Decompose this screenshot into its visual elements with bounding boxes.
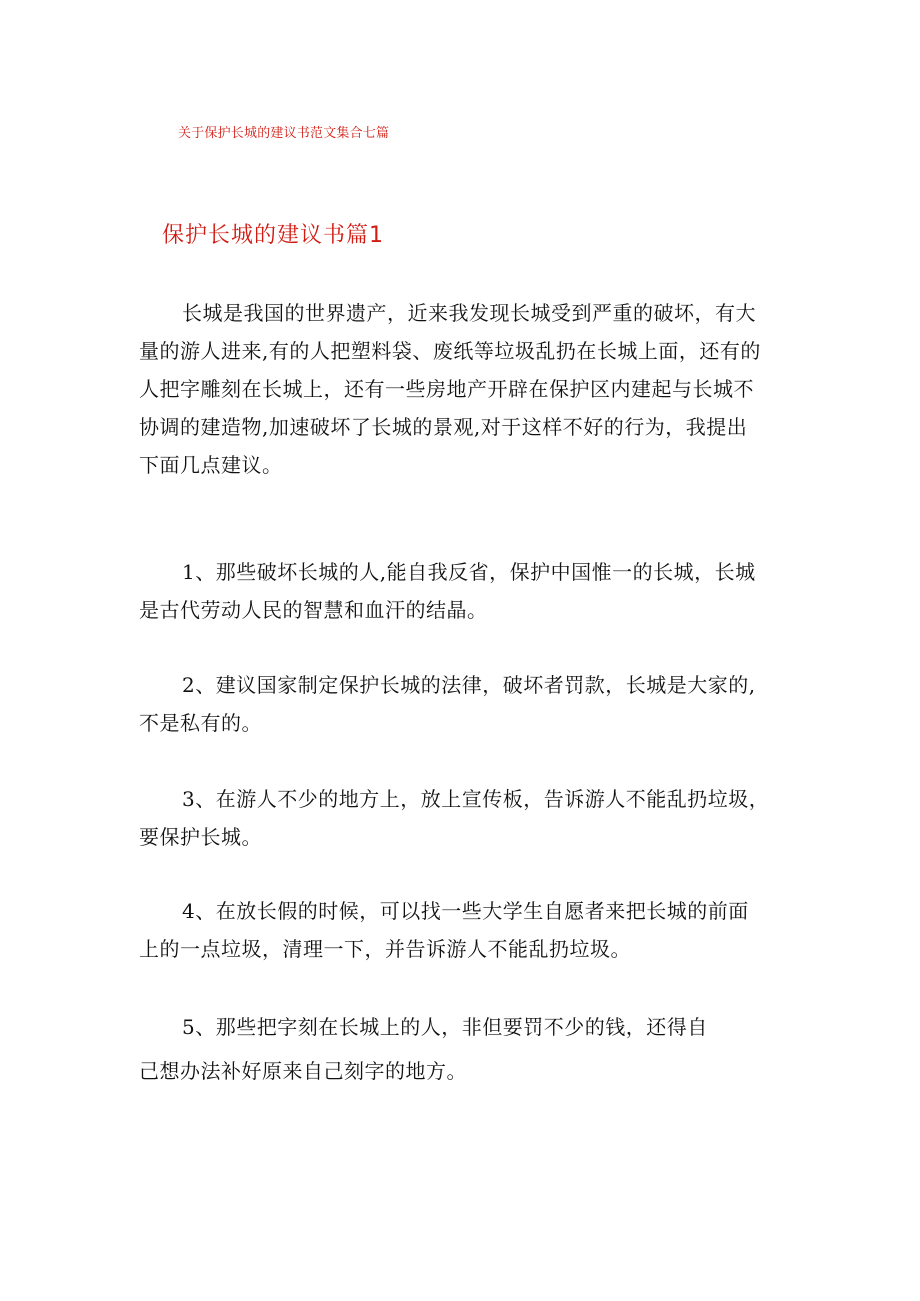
paragraph-line: 3、在游人不少的地方上，放上宣传板，告诉游人不能乱扔垃圾， — [182, 787, 770, 811]
paragraph-line: 是古代劳动人民的智慧和血汗的结晶。 — [139, 598, 488, 622]
paragraph-line: 5、那些把字刻在长城上的人，非但要罚不少的钱，还得自 — [182, 1015, 708, 1039]
paragraph-line: 4、在放长假的时候，可以找一些大学生自愿者来把长城的前面 — [182, 899, 749, 923]
paragraph-line: 长城是我国的世界遗产，近来我发现长城受到严重的破坏，有大 — [182, 301, 756, 325]
paragraph-line: 人把字雕刻在长城上，还有一些房地产开辟在保护区内建起与长城不 — [139, 377, 754, 401]
paragraph-line: 1、那些破坏长城的人,能自我反省，保护中国惟一的长城，长城 — [182, 560, 756, 584]
suggestion-2-paragraph — [139, 666, 799, 742]
paragraph-line: 不是私有的。 — [139, 711, 262, 735]
suggestion-3-paragraph — [139, 780, 799, 856]
paragraph-line: 2、建议国家制定保护长城的法律，破坏者罚款，长城是大家的, — [182, 673, 756, 697]
section-heading: 保护长城的建议书篇1 — [162, 223, 384, 248]
suggestion-4-paragraph — [139, 892, 799, 968]
paragraph-line: 上的一点垃圾，清理一下，并告诉游人不能乱扔垃圾。 — [139, 937, 631, 961]
suggestion-5-paragraph — [139, 1008, 799, 1090]
suggestion-1-paragraph — [139, 553, 799, 629]
paragraph-line: 下面几点建议。 — [139, 453, 283, 477]
paragraph-line: 协调的建造物,加速破坏了长城的景观,对于这样不好的行为，我提出 — [139, 415, 748, 439]
document-title: 关于保护长城的建议书范文集合七篇 — [178, 126, 390, 141]
paragraph-line: 己想办法补好原来自己刻字的地方。 — [139, 1059, 467, 1083]
intro-paragraph — [139, 294, 799, 484]
paragraph-line: 要保护长城。 — [139, 825, 262, 849]
paragraph-line: 量的游人进来,有的人把塑料袋、废纸等垃圾乱扔在长城上面，还有的 — [139, 339, 761, 363]
